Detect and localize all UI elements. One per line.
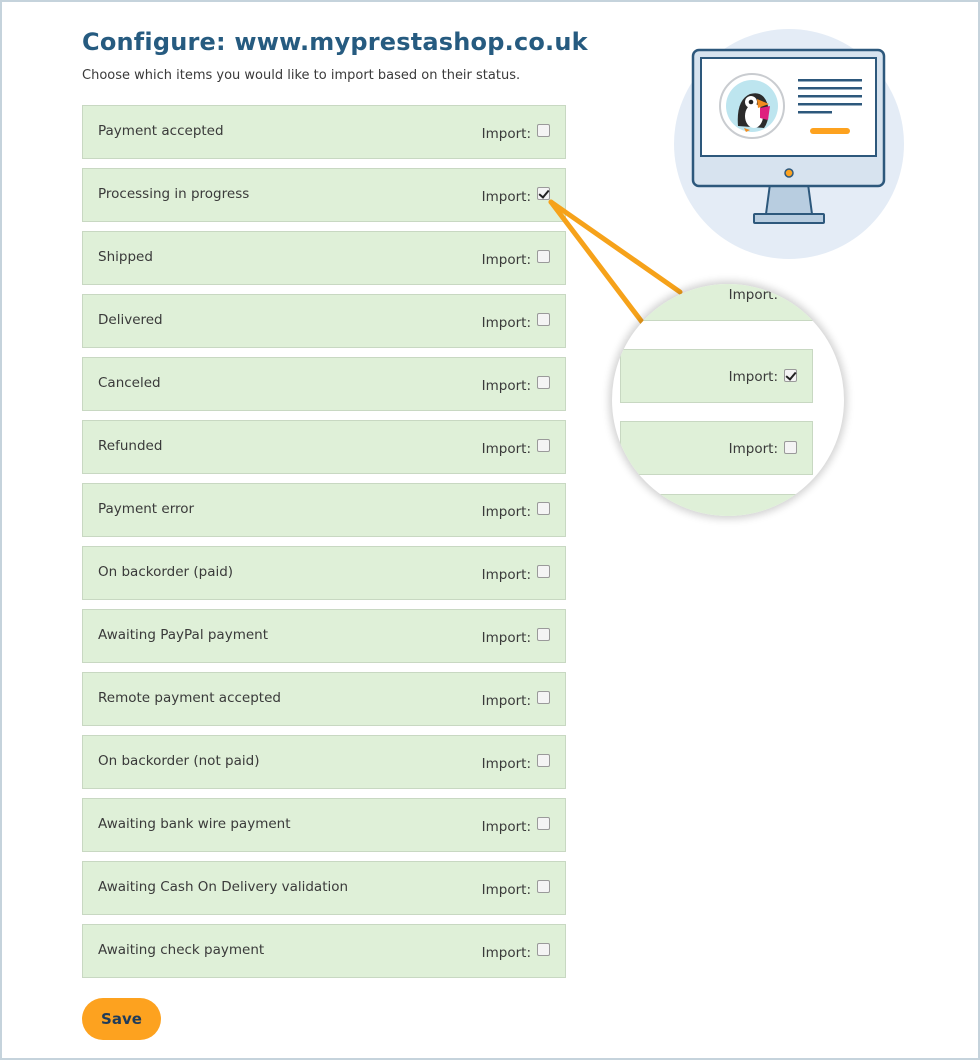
import-label: Import: <box>481 945 531 961</box>
magnified-row-payment-accepted <box>620 284 813 321</box>
status-label: On backorder (paid) <box>98 564 234 580</box>
import-checkbox[interactable] <box>537 817 550 830</box>
import-checkbox[interactable] <box>537 313 550 326</box>
status-row <box>82 231 566 285</box>
import-label: Import: <box>481 756 531 772</box>
status-row <box>82 546 566 600</box>
import-label: Import: <box>481 252 531 268</box>
import-checkbox[interactable] <box>537 628 550 641</box>
status-row <box>82 924 566 978</box>
import-label: Import: <box>481 630 531 646</box>
magnifier-callout <box>612 284 844 516</box>
import-label: Import: <box>481 378 531 394</box>
magnified-row-delivered <box>620 494 813 516</box>
status-label: Payment accepted <box>98 123 224 139</box>
status-row <box>82 357 566 411</box>
import-checkbox[interactable] <box>537 250 550 263</box>
status-label: Refunded <box>98 438 163 454</box>
status-label: Awaiting check payment <box>98 942 265 958</box>
import-label: Import: <box>481 693 531 709</box>
status-row <box>82 609 566 663</box>
status-row <box>82 483 566 537</box>
import-checkbox[interactable] <box>537 502 550 515</box>
import-checkbox[interactable] <box>537 187 550 200</box>
status-label: Delivered <box>98 312 163 328</box>
import-checkbox[interactable] <box>537 565 550 578</box>
status-row <box>82 420 566 474</box>
magnified-import-label: Import: <box>728 441 778 457</box>
import-checkbox[interactable] <box>537 439 550 452</box>
status-label: Processing in progress <box>98 186 250 202</box>
status-row <box>82 105 566 159</box>
import-label: Import: <box>481 126 531 142</box>
magnified-row-shipped <box>620 421 813 475</box>
magnified-row-processing <box>620 349 813 403</box>
import-label: Import: <box>481 315 531 331</box>
status-row <box>82 798 566 852</box>
status-row <box>82 168 566 222</box>
status-label: Remote payment accepted <box>98 690 281 706</box>
import-checkbox[interactable] <box>537 376 550 389</box>
import-label: Import: <box>481 504 531 520</box>
import-label: Import: <box>481 819 531 835</box>
status-list <box>82 105 566 987</box>
magnified-checkbox-checked <box>784 369 797 382</box>
status-label: Canceled <box>98 375 161 391</box>
save-button[interactable]: Save <box>82 998 161 1040</box>
import-label: Import: <box>481 189 531 205</box>
monitor-illustration <box>672 28 912 268</box>
import-checkbox[interactable] <box>537 880 550 893</box>
import-checkbox[interactable] <box>537 943 550 956</box>
status-row <box>82 735 566 789</box>
magnified-import-label: Import: <box>728 369 778 385</box>
status-row <box>82 294 566 348</box>
import-label: Import: <box>481 441 531 457</box>
status-label: On backorder (not paid) <box>98 753 260 769</box>
status-label: Awaiting PayPal payment <box>98 627 268 643</box>
page-title: Configure: www.myprestashop.co.uk <box>82 28 588 56</box>
status-row <box>82 861 566 915</box>
status-label: Awaiting Cash On Delivery validation <box>98 879 349 895</box>
import-checkbox[interactable] <box>537 124 550 137</box>
status-label: Shipped <box>98 249 153 265</box>
page-subtitle: Choose which items you would like to import based on their status. <box>82 68 521 83</box>
import-checkbox[interactable] <box>537 754 550 767</box>
import-label: Import: <box>481 567 531 583</box>
import-checkbox[interactable] <box>537 691 550 704</box>
magnified-import-label: Import: <box>728 287 778 303</box>
magnified-checkbox <box>784 441 797 454</box>
status-row <box>82 672 566 726</box>
import-label: Import: <box>481 882 531 898</box>
status-label: Awaiting bank wire payment <box>98 816 291 832</box>
status-label: Payment error <box>98 501 195 517</box>
